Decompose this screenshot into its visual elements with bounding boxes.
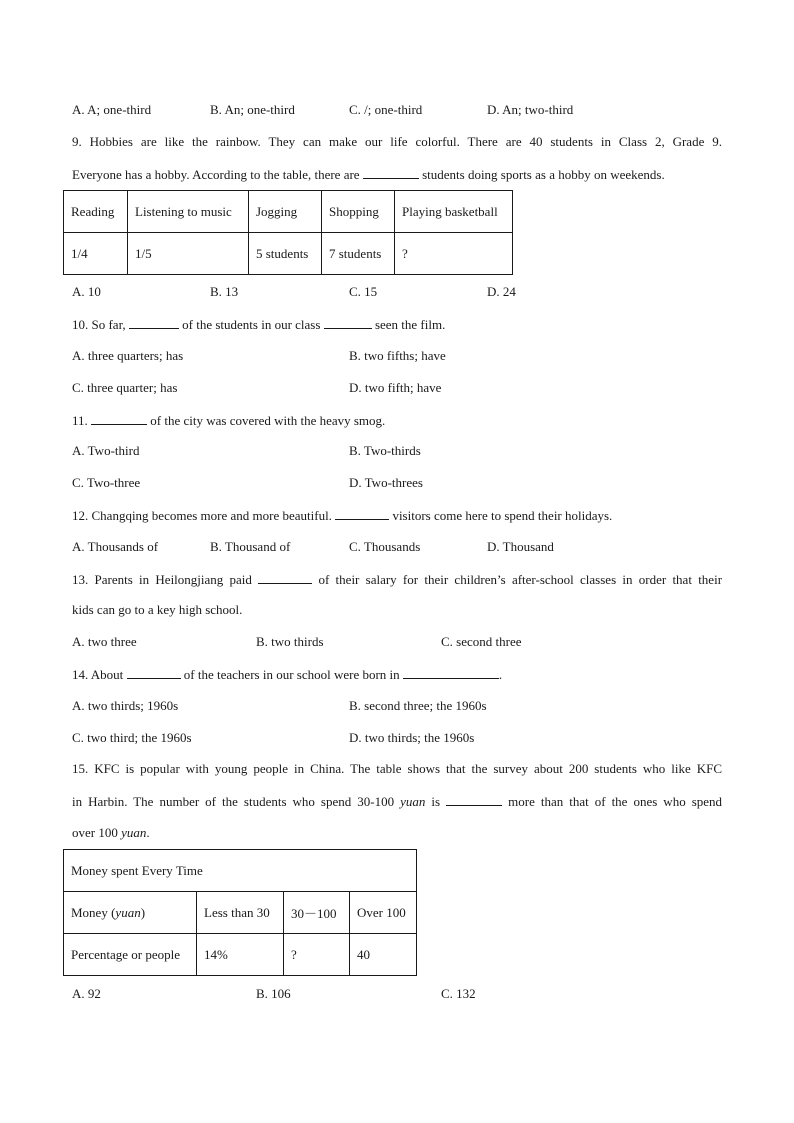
table-header-cell: Playing basketball — [395, 191, 513, 233]
q14-option-b: B. second three; the 1960s — [349, 698, 487, 713]
label-close: ) — [140, 904, 146, 920]
q14-stem — [72, 666, 502, 683]
q10-text-pre: 10. So far, — [72, 317, 126, 332]
q14-blank-1 — [127, 666, 181, 679]
table-row — [64, 191, 513, 233]
q9-option-c: C. 15 — [349, 284, 378, 299]
q13-text-post: of their salary for their children’s after-school classes in order that their — [318, 572, 723, 587]
table-cell: 14% — [197, 934, 284, 976]
q15-line3-text: over 100 — [72, 825, 118, 840]
q12-text-post: visitors come here to spend their holidays. — [392, 508, 613, 523]
label-yuan: yuan — [115, 904, 141, 920]
q13-stem-line2: kids can go to a key high school. — [72, 602, 243, 617]
q14-text-mid: of the teachers in our school were born in — [183, 667, 400, 682]
table-cell: 5 students — [249, 233, 322, 275]
q10-text-mid: of the students in our class — [182, 317, 321, 332]
q15-text-pre: in Harbin. The number of the students who spend 30-100 — [72, 794, 395, 809]
table-cell: 1/4 — [64, 233, 128, 275]
q9-text-pre: Everyone has a hobby. According to the table, there are — [72, 167, 360, 182]
q13-option-a: A. two three — [72, 634, 137, 649]
q10-option-d: D. two fifth; have — [349, 380, 442, 395]
q12-option-a: A. Thousands of — [72, 539, 159, 554]
table-cell: Over 100 — [350, 892, 417, 934]
q13-blank — [258, 571, 312, 584]
q10-option-b: B. two fifths; have — [349, 348, 446, 363]
q13-stem-line1 — [72, 571, 722, 588]
table-row-label: Percentage or people — [64, 934, 197, 976]
q11-stem — [72, 412, 385, 429]
q13-text-pre: 13. Parents in Heilongjiang paid — [72, 572, 252, 587]
q11-option-d: D. Two-threes — [349, 475, 423, 490]
q13-option-b: B. two thirds — [256, 634, 324, 649]
q9-stem-line1: 9. Hobbies are like the rainbow. They can make our life colorful. There are 40 students in Class 2, Grade 9. — [72, 134, 722, 149]
q13-option-c: C. second three — [441, 634, 522, 649]
table-cell: 30－100 — [284, 892, 350, 934]
q9-option-b: B. 13 — [210, 284, 239, 299]
q11-blank — [91, 412, 147, 425]
q9-stem-line2 — [72, 166, 665, 183]
q12-blank — [335, 507, 389, 520]
table-cell: ? — [284, 934, 350, 976]
table-cell: 40 — [350, 934, 417, 976]
q12-text-pre: 12. Changqing becomes more and more beautiful. — [72, 508, 332, 523]
table-cell: ? — [395, 233, 513, 275]
q9-option-a: A. 10 — [72, 284, 101, 299]
q8-option-d: D. An; two-third — [487, 102, 574, 117]
table-header-cell: Shopping — [322, 191, 395, 233]
q14-text-pre: 14. About — [72, 667, 124, 682]
table-cell: 1/5 — [128, 233, 249, 275]
q15-text-post: more than that of the ones who spend — [508, 794, 723, 809]
q15-option-b: B. 106 — [256, 986, 291, 1001]
q8-option-a: A. A; one-third — [72, 102, 152, 117]
q15-blank — [446, 793, 502, 806]
q15-option-a: A. 92 — [72, 986, 101, 1001]
q9-blank — [363, 166, 419, 179]
q14-option-a: A. two thirds; 1960s — [72, 698, 179, 713]
q9-text-post: students doing sports as a hobby on weekends. — [422, 167, 665, 182]
q10-stem — [72, 316, 445, 333]
q15-money-table — [63, 849, 417, 976]
q10-blank-2 — [324, 316, 372, 329]
table-row — [64, 850, 417, 892]
q14-option-d: D. two thirds; the 1960s — [349, 730, 475, 745]
table-header-cell: Listening to music — [128, 191, 249, 233]
q15-text-is: is — [431, 794, 441, 809]
label-text: Money ( — [71, 904, 116, 920]
q11-option-a: A. Two-third — [72, 443, 140, 458]
q15-stem-line2 — [72, 793, 722, 810]
q10-option-a: A. three quarters; has — [72, 348, 184, 363]
q12-stem — [72, 507, 612, 524]
table-cell: 7 students — [322, 233, 395, 275]
table-row — [64, 934, 417, 976]
table-title-cell: Money spent Every Time — [64, 850, 417, 892]
q15-option-c: C. 132 — [441, 986, 476, 1001]
q11-text-pre: 11. — [72, 413, 88, 428]
q15-stem-line3 — [72, 825, 150, 841]
q10-text-post: seen the film. — [374, 317, 446, 332]
q12-option-d: D. Thousand — [487, 539, 554, 554]
q8-option-b: B. An; one-third — [210, 102, 295, 117]
q10-blank-1 — [129, 316, 179, 329]
q15-stem-line1: 15. KFC is popular with young people in China. The table shows that the survey about 200 students who like KFC — [72, 761, 722, 776]
q11-text-post: of the city was covered with the heavy smog. — [150, 413, 386, 428]
q14-option-c: C. two third; the 1960s — [72, 730, 192, 745]
q8-option-c: C. /; one-third — [349, 102, 423, 117]
q9-option-d: D. 24 — [487, 284, 516, 299]
q14-blank-2 — [403, 666, 499, 679]
q9-hobby-table — [63, 190, 513, 275]
table-row-label — [64, 892, 197, 934]
q12-option-c: C. Thousands — [349, 539, 421, 554]
q11-option-b: B. Two-thirds — [349, 443, 421, 458]
q15-line3-end: . — [146, 825, 150, 840]
q15-yuan-italic: yuan — [400, 794, 426, 809]
table-cell: Less than 30 — [197, 892, 284, 934]
q12-option-b: B. Thousand of — [210, 539, 291, 554]
q14-text-post: . — [498, 667, 503, 682]
table-row — [64, 233, 513, 275]
table-header-cell: Reading — [64, 191, 128, 233]
q11-option-c: C. Two-three — [72, 475, 141, 490]
table-header-cell: Jogging — [249, 191, 322, 233]
q15-line3-yuan: yuan — [121, 825, 147, 840]
table-row — [64, 892, 417, 934]
q10-option-c: C. three quarter; has — [72, 380, 178, 395]
